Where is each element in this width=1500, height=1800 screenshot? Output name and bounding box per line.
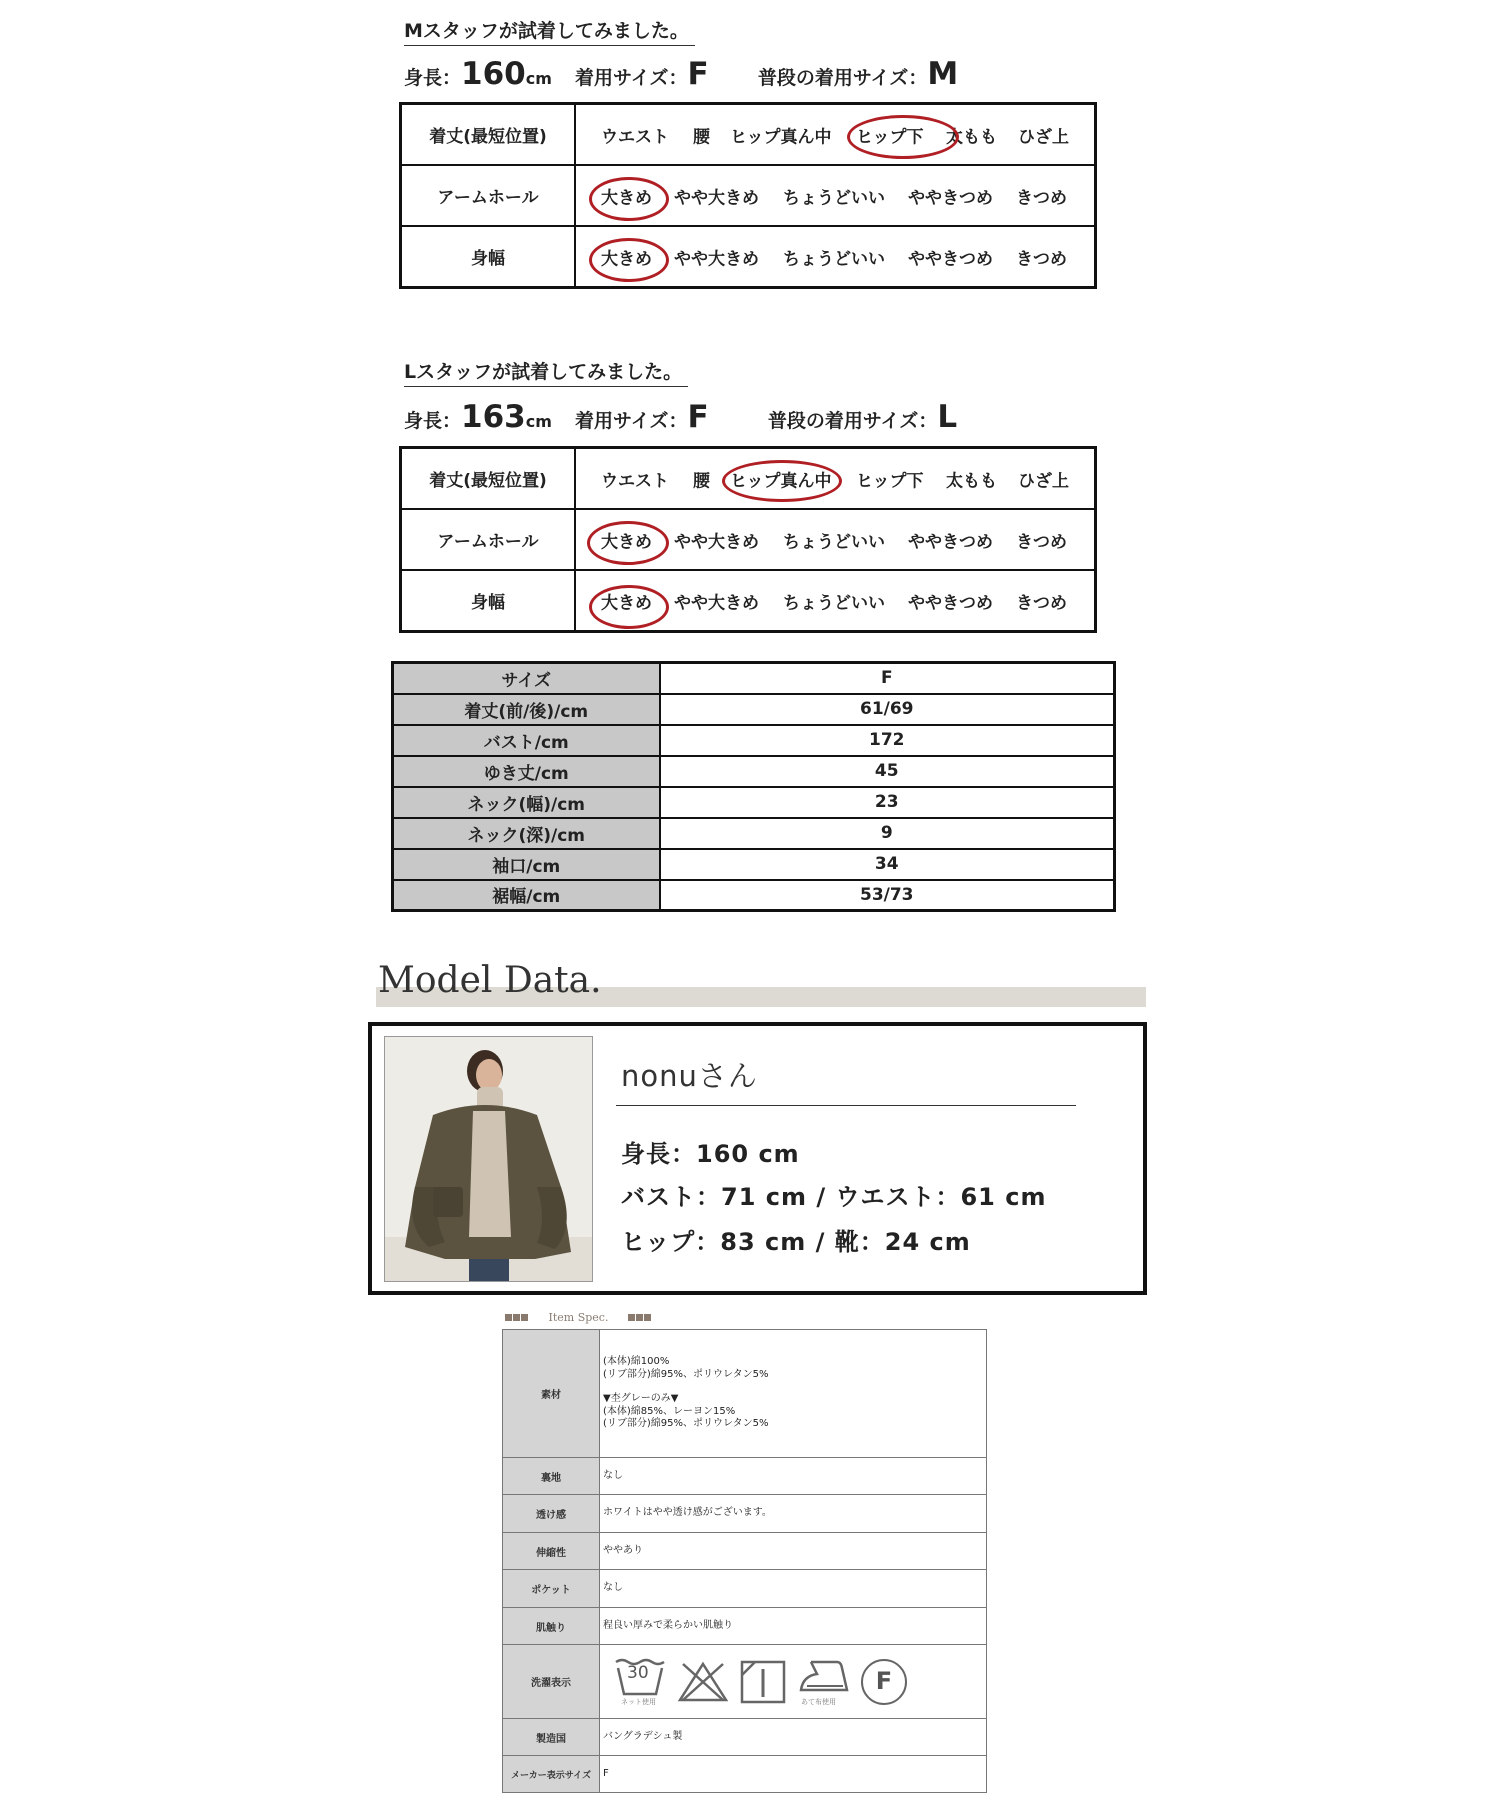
opt-just-right: ちょうどいい	[783, 249, 885, 269]
size-header-label: サイズ	[393, 663, 660, 694]
opt-thigh: 太もも	[946, 471, 997, 491]
size-row-label: 裾幅/cm	[393, 880, 660, 911]
spec-heading-text: Item Spec.	[548, 1311, 609, 1324]
width-options	[575, 226, 1096, 288]
opt-slightly-loose: やや大きめ	[674, 593, 759, 613]
table-row	[393, 818, 1115, 849]
length-header: 着丈(最短位置)	[401, 448, 576, 510]
worn-size-label: 着用サイズ：	[575, 67, 688, 89]
square-icon	[521, 1314, 528, 1321]
model-photo-illustration	[385, 1037, 592, 1281]
opt-slightly-tight: ややきつめ	[908, 188, 993, 208]
wash-30-icon	[613, 1656, 667, 1708]
opt-slightly-tight: ややきつめ	[908, 249, 993, 269]
worn-size-value: F	[687, 399, 709, 435]
spec-value: バングラデシュ製	[600, 1719, 987, 1756]
table-row	[393, 880, 1115, 911]
spec-table	[502, 1329, 987, 1793]
opt-just-right: ちょうどいい	[783, 188, 885, 208]
size-row-value: 172	[660, 725, 1115, 756]
opt-loose: 大きめ	[601, 593, 652, 613]
height-unit: cm	[525, 412, 552, 431]
model-bust-waist: バスト：71 cm / ウエスト：61 cm	[621, 1183, 1047, 1211]
staff-m-measurements	[404, 56, 958, 92]
size-table-header	[393, 663, 1115, 694]
usual-size-value: M	[927, 56, 959, 92]
height-value: 160	[461, 56, 526, 92]
table-row	[393, 725, 1115, 756]
material-spacer	[603, 1381, 983, 1393]
spec-label: 洗濯表示	[503, 1645, 600, 1719]
opt-tight: きつめ	[1016, 532, 1067, 552]
table-row	[393, 694, 1115, 725]
model-heading: Model Data.	[378, 960, 602, 1001]
material-line: (本体)綿100%	[603, 1356, 670, 1368]
spec-value: なし	[600, 1458, 987, 1495]
table-row	[503, 1458, 987, 1495]
opt-loose: 大きめ	[601, 249, 652, 269]
spec-material	[600, 1330, 987, 1458]
opt-tight: きつめ	[1016, 249, 1067, 269]
opt-hip-middle: ヒップ真ん中	[730, 127, 832, 147]
size-row-label: バスト/cm	[393, 725, 660, 756]
opt-hip-bone: 腰	[693, 127, 710, 147]
size-row-value: 45	[660, 756, 1115, 787]
opt-waist: ウエスト	[601, 127, 669, 147]
spec-value: ややあり	[600, 1533, 987, 1570]
material-line: (リブ部分)綿95%、ポリウレタン5%	[603, 1418, 769, 1430]
no-bleach-icon	[677, 1660, 729, 1704]
table-row	[503, 1330, 987, 1458]
table-row	[503, 1608, 987, 1645]
table-row	[393, 787, 1115, 818]
opt-hip-bone: 腰	[693, 471, 710, 491]
size-row-label: 着丈(前/後)/cm	[393, 694, 660, 725]
table-row	[503, 1570, 987, 1608]
size-table	[391, 661, 1116, 912]
wash-temp: 30	[627, 1662, 649, 1683]
staff-l-title: Lスタッフが試着してみました。	[404, 357, 688, 387]
opt-thigh: 太もも	[946, 127, 997, 147]
opt-hip-middle: ヒップ真ん中	[730, 471, 832, 491]
spec-value: 程良い厚みで柔らかい肌触り	[600, 1608, 987, 1645]
staff-m-title: Mスタッフが試着してみました。	[404, 16, 695, 46]
height-unit: cm	[525, 69, 552, 88]
length-options	[575, 448, 1096, 510]
spec-value: F	[600, 1756, 987, 1793]
opt-just-right: ちょうどいい	[783, 593, 885, 613]
height-label: 身長：	[404, 410, 462, 432]
spec-value: なし	[600, 1570, 987, 1608]
model-photo	[384, 1036, 593, 1282]
staff-l-fit-table	[399, 446, 1097, 633]
size-header-value: F	[660, 663, 1115, 694]
opt-slightly-loose: やや大きめ	[674, 249, 759, 269]
opt-above-knee: ひざ上	[1018, 127, 1069, 147]
dry-clean-letter: F	[875, 1666, 893, 1695]
model-hip-shoes: ヒップ：83 cm / 靴：24 cm	[621, 1228, 971, 1256]
width-header: 身幅	[401, 570, 576, 632]
armhole-header: アームホール	[401, 165, 576, 226]
spec-label: 透け感	[503, 1495, 600, 1533]
width-header: 身幅	[401, 226, 576, 288]
staff-l-measurements	[404, 399, 957, 435]
spec-label: ポケット	[503, 1570, 600, 1608]
size-row-value: 23	[660, 787, 1115, 818]
staff-m-fit-table	[399, 102, 1097, 289]
square-icon	[636, 1314, 643, 1321]
spec-label: 素材	[503, 1330, 600, 1458]
spec-label: 製造国	[503, 1719, 600, 1756]
armhole-header: アームホール	[401, 509, 576, 570]
height-value: 163	[461, 399, 526, 435]
size-row-label: 袖口/cm	[393, 849, 660, 880]
armhole-options	[575, 509, 1096, 570]
line-dry-shade-icon	[739, 1659, 787, 1705]
size-row-value: 53/73	[660, 880, 1115, 911]
size-row-value: 61/69	[660, 694, 1115, 725]
opt-slightly-tight: ややきつめ	[908, 593, 993, 613]
table-row	[393, 849, 1115, 880]
table-row	[503, 1719, 987, 1756]
spec-label: 肌触り	[503, 1608, 600, 1645]
size-row-label: ネック(幅)/cm	[393, 787, 660, 818]
opt-slightly-tight: ややきつめ	[908, 532, 993, 552]
care-symbols	[600, 1645, 987, 1719]
height-label: 身長：	[404, 67, 462, 89]
model-name: nonuさん	[621, 1059, 758, 1093]
table-row	[503, 1645, 987, 1719]
square-icon	[644, 1314, 651, 1321]
spec-label: 伸縮性	[503, 1533, 600, 1570]
table-row	[503, 1756, 987, 1793]
size-row-label: ゆき丈/cm	[393, 756, 660, 787]
wash-note: ネット使用	[621, 1697, 656, 1706]
opt-just-right: ちょうどいい	[783, 532, 885, 552]
dry-clean-icon	[861, 1659, 907, 1705]
model-card	[368, 1022, 1147, 1295]
opt-below-hip: ヒップ下	[856, 471, 924, 491]
opt-loose: 大きめ	[601, 532, 652, 552]
size-row-value: 34	[660, 849, 1115, 880]
square-icon	[505, 1314, 512, 1321]
size-row-value: 9	[660, 818, 1115, 849]
width-options	[575, 570, 1096, 632]
spec-value: ホワイトはやや透け感がございます。	[600, 1495, 987, 1533]
usual-size-label: 普段の着用サイズ：	[757, 67, 928, 89]
material-line: (リブ部分)綿95%、ポリウレタン5%	[603, 1368, 769, 1380]
armhole-options	[575, 165, 1096, 226]
opt-tight: きつめ	[1016, 188, 1067, 208]
size-row-label: ネック(深)/cm	[393, 818, 660, 849]
table-row	[503, 1495, 987, 1533]
worn-size-value: F	[687, 56, 709, 92]
model-height: 身長：160 cm	[621, 1140, 800, 1168]
opt-above-knee: ひざ上	[1018, 471, 1069, 491]
opt-below-hip: ヒップ下	[856, 127, 924, 147]
iron-note: あて布使用	[801, 1697, 836, 1706]
usual-size-label: 普段の着用サイズ：	[767, 410, 938, 432]
model-divider	[616, 1105, 1076, 1106]
opt-slightly-loose: やや大きめ	[674, 188, 759, 208]
material-line: (本体)綿85%、レーヨン15%	[603, 1405, 736, 1417]
opt-waist: ウエスト	[601, 471, 669, 491]
material-line: ▼杢グレーのみ▼	[603, 1393, 679, 1405]
table-row	[503, 1533, 987, 1570]
table-row	[393, 756, 1115, 787]
square-icon	[513, 1314, 520, 1321]
usual-size-value: L	[937, 399, 958, 435]
spec-label: メーカー表示サイズ	[503, 1756, 600, 1793]
spec-label: 裏地	[503, 1458, 600, 1495]
square-icon	[628, 1314, 635, 1321]
opt-tight: きつめ	[1016, 593, 1067, 613]
opt-slightly-loose: やや大きめ	[674, 532, 759, 552]
iron-icon	[797, 1656, 851, 1708]
worn-size-label: 着用サイズ：	[575, 410, 688, 432]
spec-heading	[505, 1311, 652, 1324]
opt-loose: 大きめ	[601, 188, 652, 208]
length-header: 着丈(最短位置)	[401, 104, 576, 166]
length-options	[575, 104, 1096, 166]
